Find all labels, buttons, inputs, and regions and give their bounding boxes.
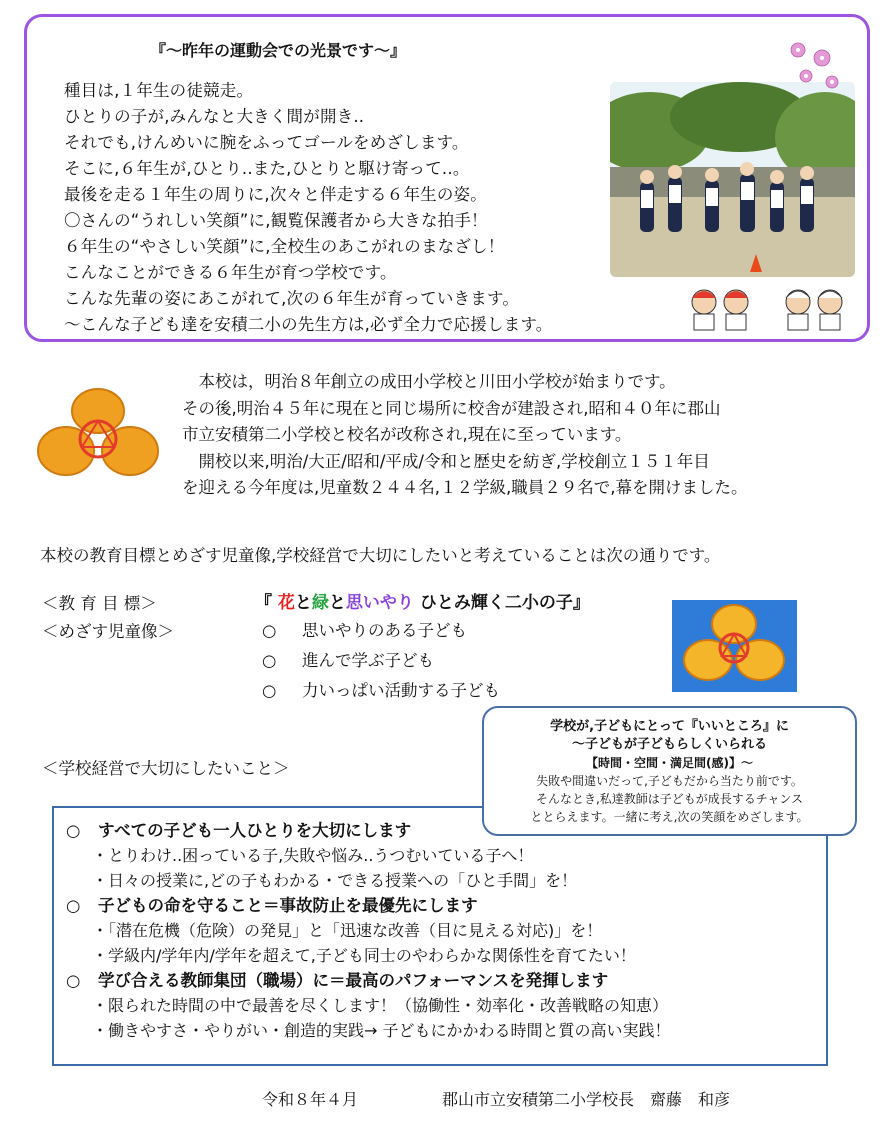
callout-line: 学校が,子どもにとって『いいところ』に bbox=[550, 719, 789, 734]
history-line: その後,明治４５年に現在と同じ場所に校舎が建設され,昭和４０年に郡山 bbox=[182, 398, 721, 418]
event-line: そこに,６年生が,ひとり..また,ひとりと駆け寄って..。 bbox=[64, 159, 470, 178]
event-line: 最後を走る１年生の周りに,次々と伴走する６年生の姿。 bbox=[64, 185, 487, 204]
goal-word-midori: 緑 bbox=[311, 593, 329, 613]
ideal-item bbox=[262, 646, 500, 676]
management-item: ・「潜在危機（危険）の発見」と「迅速な改善（目に見える対応)」を！ bbox=[92, 921, 603, 940]
callout-line: そんなとき,私達教師は子どもが成長するチャンス bbox=[535, 792, 804, 806]
event-description bbox=[64, 78, 624, 338]
cheering-kids-icon bbox=[686, 284, 848, 332]
event-line: ６年生の“やさしい笑顔”に,全校生のあこがれのまなざし！ bbox=[64, 237, 505, 256]
history-line: 市立安積第二小学校と校名が改称され,現在に至っています。 bbox=[182, 425, 632, 444]
circle-icon: ○ bbox=[66, 971, 81, 990]
goal-label: ＜教 育 目 標＞ bbox=[42, 594, 157, 613]
management-item: ・学級内/学年内/学年を超えて,子ども同士のやわらかな関係性を育てたい！ bbox=[92, 946, 636, 965]
goal-to: と bbox=[328, 593, 346, 613]
ideal-item bbox=[262, 616, 500, 646]
event-line: こんなことができる６年生が育つ学校です。 bbox=[64, 263, 397, 282]
school-history bbox=[182, 369, 872, 502]
cherry-blossom-icon bbox=[776, 36, 846, 98]
goal-to: と bbox=[294, 593, 312, 613]
management-heading-text: すべての子ども一人ひとりを大切にします bbox=[98, 821, 412, 840]
management-heading bbox=[62, 968, 822, 993]
goal-word-hana: 花 bbox=[277, 593, 295, 613]
management-label: ＜学校経営で大切にしたいこと＞ bbox=[42, 759, 290, 778]
callout-line: ととらえます。一緒に考え,次の笑顔をめざします。 bbox=[530, 810, 809, 824]
footer-date: 令和８年４月 bbox=[262, 1090, 359, 1109]
callout-line: 失敗や間違いだって,子どもだから当たり前です。 bbox=[536, 774, 803, 788]
event-line: 〇さんの“うれしい笑顔”に,観覧保護者から大きな拍手！ bbox=[64, 211, 488, 230]
event-line: 種目は,１年生の徒競走。 bbox=[64, 81, 254, 100]
sports-day-photo bbox=[610, 82, 855, 277]
ideal-item-text: 力いっぱい活動する子ども bbox=[302, 681, 500, 700]
circle-icon: ○ bbox=[262, 621, 277, 640]
footer-principal: 郡山市立安積第二小学校長 齋藤 和彦 bbox=[442, 1090, 731, 1109]
management-item: ・とりわけ..困っている子,失敗や悩み..うつむいている子へ！ bbox=[92, 846, 534, 865]
circle-icon: ○ bbox=[66, 821, 81, 840]
circle-icon: ○ bbox=[66, 896, 81, 915]
intro-text: 本校の教育目標とめざす児童像,学校経営で大切にしたいと考えていることは次の通りです。 bbox=[40, 546, 721, 565]
school-emblem-icon bbox=[672, 600, 797, 692]
history-line: を迎える今年度は,児童数２４４名,１２学級,職員２９名で,幕を開けました。 bbox=[182, 478, 748, 497]
ideal-item bbox=[262, 676, 500, 706]
circle-icon: ○ bbox=[262, 681, 277, 700]
circle-icon: ○ bbox=[262, 651, 277, 670]
management-item: ・限られた時間の中で最善を尽くします！（協働性・効率化・改善戦略の知恵） bbox=[92, 996, 669, 1015]
callout-bubble bbox=[482, 706, 857, 836]
ideal-label: ＜めざす児童像＞ bbox=[42, 622, 174, 641]
management-heading-text: 学び合える教師集団（職場）に＝最高のパフォーマンスを発揮します bbox=[98, 971, 609, 990]
goal-statement bbox=[255, 588, 590, 613]
goal-word-omoiyari: 思いやり bbox=[345, 593, 414, 613]
event-line: ～こんな子ども達を安積二小の先生方は,必ず全力で応援します。 bbox=[64, 315, 553, 334]
ideal-item-text: 思いやりのある子ども bbox=[302, 621, 467, 640]
management-item: ・日々の授業に,どの子もわかる・できる授業への「ひと手間」を！ bbox=[92, 871, 578, 890]
event-line: それでも,けんめいに腕をふってゴールをめざします。 bbox=[64, 133, 469, 152]
management-heading-text: 子どもの命を守ること＝事故防止を最優先にします bbox=[98, 896, 478, 915]
event-line: ひとりの子が,みんなと大きく間が開き.. bbox=[64, 107, 365, 126]
ideal-list bbox=[262, 616, 500, 706]
history-line: 本校は，明治８年創立の成田小学校と川田小学校が始まりです。 bbox=[182, 372, 676, 391]
goal-open: 『 bbox=[255, 593, 278, 613]
callout-line: 【時間・空間・満足間(感)】～ bbox=[586, 756, 753, 770]
history-line: 開校以来,明治/大正/昭和/平成/令和と歴史を紡ぎ,学校創立１５１年目 bbox=[182, 451, 710, 471]
event-line: こんな先輩の姿にあこがれて,次の６年生が育っていきます。 bbox=[64, 289, 520, 308]
goal-rest: ひとみ輝く二小の子』 bbox=[413, 593, 590, 613]
management-content bbox=[62, 818, 822, 1043]
management-heading bbox=[62, 893, 822, 918]
ideal-item-text: 進んで学ぶ子ども bbox=[302, 651, 434, 670]
management-item: ・働きやすさ・やりがい・創造的実践→ 子どもにかかわる時間と質の高い実践！ bbox=[92, 1021, 671, 1040]
callout-line: ～子どもが子どもらしくいられる bbox=[571, 737, 767, 752]
school-emblem-icon bbox=[36, 385, 161, 485]
event-title: 『～昨年の運動会での光景です～』 bbox=[150, 41, 407, 60]
